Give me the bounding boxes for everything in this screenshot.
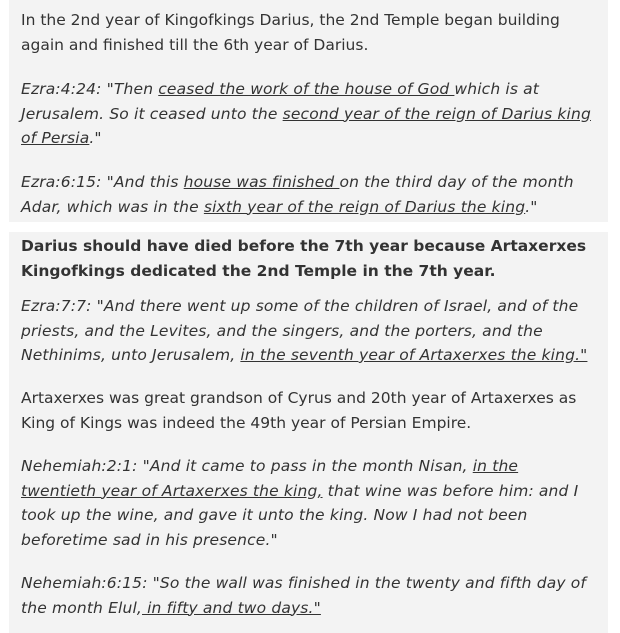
verse-reference: Ezra:6:15: (21, 173, 102, 191)
verse-highlight: in fifty and two days." (142, 598, 321, 617)
verse-text: "Then (101, 80, 159, 98)
verse-highlight: in the twentieth year of Artaxerxes the king, (21, 457, 519, 500)
verse-reference: Nehemiah:6:15: (21, 574, 148, 592)
verse-ezra-4-24 (21, 77, 593, 151)
verse-ezra-7-7 (21, 294, 593, 368)
verse-reference: Nehemiah:2:1: (21, 457, 138, 475)
intro-paragraph: In the 2nd year of Kingofkings Darius, the 2nd Temple began building again and finished till the 6th year of Darius. (21, 11, 560, 54)
verse-reference: Ezra:7:7: (21, 297, 92, 315)
verse-highlight: ceased the work of the house of God (158, 80, 455, 98)
verse-text: on the third day of the month Adar, which was in the (21, 173, 574, 216)
note-paragraph: Artaxerxes was great grandson of Cyrus and 20th year of Artaxerxes as King of Kings was indeed the 49th year of Persian Empire. (21, 389, 577, 432)
verse-nehemiah-2-1 (21, 454, 593, 552)
verse-text: "And this (101, 173, 184, 191)
verse-nehemiah-6-15 (21, 571, 593, 620)
verse-ezra-6-15 (21, 170, 593, 219)
verse-highlight: sixth year of the reign of Darius the king (203, 197, 526, 216)
verse-text: ." (525, 197, 538, 216)
verse-text: which is at Jerusalem. So it ceased unto the (21, 80, 540, 123)
verse-text: "And it came to pass in the month Nisan, (137, 457, 473, 475)
content-panel-1 (9, 0, 608, 222)
verse-text: that wine was before him: and I took up the wine, and gave it unto the king. Now I had not been beforetime sad in his presence." (21, 481, 579, 549)
verse-highlight: house was finished (183, 173, 340, 191)
verse-text: "So the wall was finished in the twenty and fifth day of the month Elul, (21, 574, 587, 617)
verse-text: "And there went up some of the children of Israel, and of the priests, and the Levites, and the singers, and the porters, and the Nethinims, unto Jerusalem, (21, 297, 579, 364)
verse-highlight: second year of the reign of Darius king of Persia (21, 104, 591, 147)
verse-highlight: in the seventh year of Artaxerxes the king." (240, 346, 588, 364)
verse-text: ." (89, 129, 102, 147)
section-heading: Darius should have died before the 7th year because Artaxerxes Kingofkings dedicated the 2nd Temple in the 7th year. (21, 237, 587, 280)
verse-reference: Ezra:4:24: (21, 80, 102, 98)
content-panel-2 (9, 232, 608, 633)
